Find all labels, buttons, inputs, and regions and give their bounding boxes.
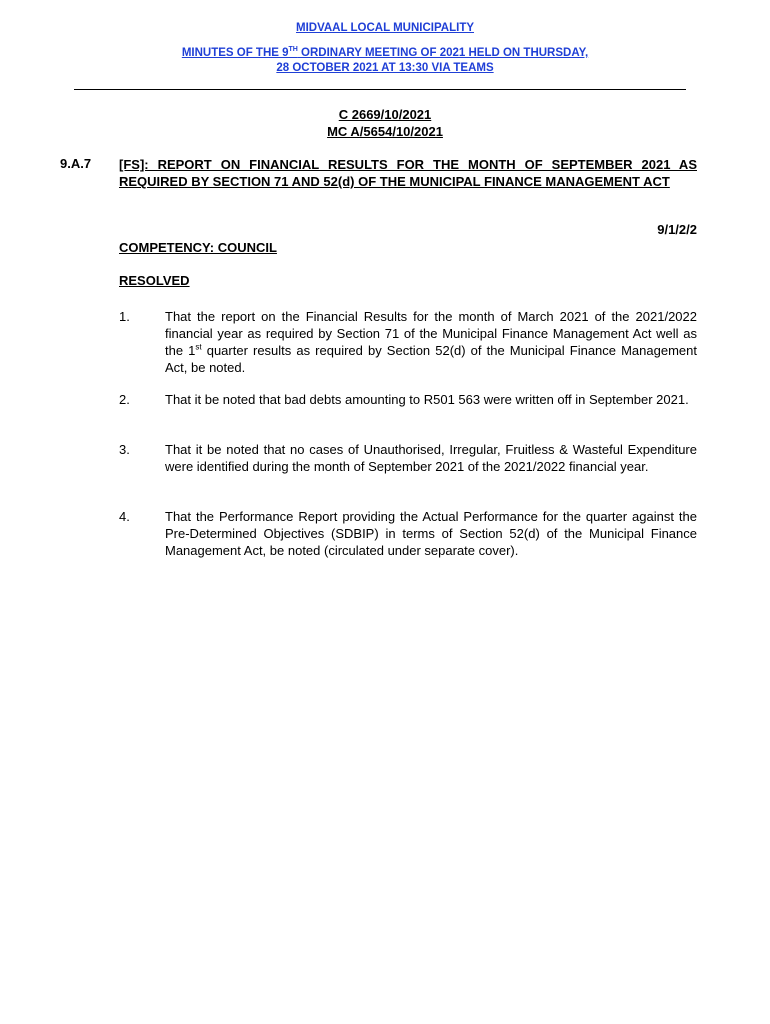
- resolved-heading: RESOLVED: [119, 273, 190, 288]
- municipality-header: MIDVAAL LOCAL MUNICIPALITY: [295, 22, 475, 34]
- council-reference: C 2669/10/2021: [338, 107, 432, 122]
- resolution-number: 3.: [119, 442, 130, 457]
- meeting-header-line1: [0, 47, 770, 59]
- resolution-number: 4.: [119, 509, 130, 524]
- item-title: [FS]: REPORT ON FINANCIAL RESULTS FOR THE MONTH OF SEPTEMBER 2021 AS REQUIRED BY SECTION 71 AND 52(d) OF THE MUNICIPAL FINANCE MANAGEMENT ACT: [119, 157, 697, 189]
- mayoral-reference: MC A/5654/10/2021: [327, 124, 443, 139]
- resolution-text: That the Performance Report providing the Actual Performance for the quarter against the Pre-Determined Objectives (SDBIP) in terms of Section 52(d) of the Municipal Finance Management Act, be noted (circulated under separate cover).: [165, 509, 697, 558]
- item-number: 9.A.7: [60, 156, 92, 171]
- resolution-text: [165, 308, 697, 376]
- competency-heading: COMPETENCY: COUNCIL: [119, 240, 277, 255]
- meeting-header-sup: TH: [288, 46, 298, 54]
- meeting-header-line2: 28 OCTOBER 2021 AT 13:30 VIA TEAMS: [276, 62, 494, 74]
- resolution-number: 2.: [119, 392, 130, 407]
- resolution-text: That it be noted that bad debts amounting to R501 563 were written off in September 2021.: [165, 392, 689, 407]
- resolution-text-pre: That the report on the Financial Results for the month of March 2021 of the 2021/2022 financial year as required by Section 71 of the Municipal Finance Management Act well as the 1: [165, 309, 697, 358]
- file-reference: 9/1/2/2: [657, 222, 697, 237]
- header-divider: [74, 89, 686, 90]
- resolution-number: 1.: [119, 309, 130, 324]
- resolution-text-sup: st: [195, 342, 202, 352]
- resolution-text-post: quarter results as required by Section 52(d) of the Municipal Finance Management Act, be noted.: [165, 343, 697, 375]
- resolution-text: That it be noted that no cases of Unauthorised, Irregular, Fruitless & Wasteful Expenditure were identified during the month of September 2021 of the 2021/2022 financial year.: [165, 442, 697, 474]
- meeting-header-post: ORDINARY MEETING OF 2021 HELD ON THURSDAY,: [297, 47, 589, 59]
- meeting-header-pre: MINUTES OF THE 9: [181, 47, 289, 59]
